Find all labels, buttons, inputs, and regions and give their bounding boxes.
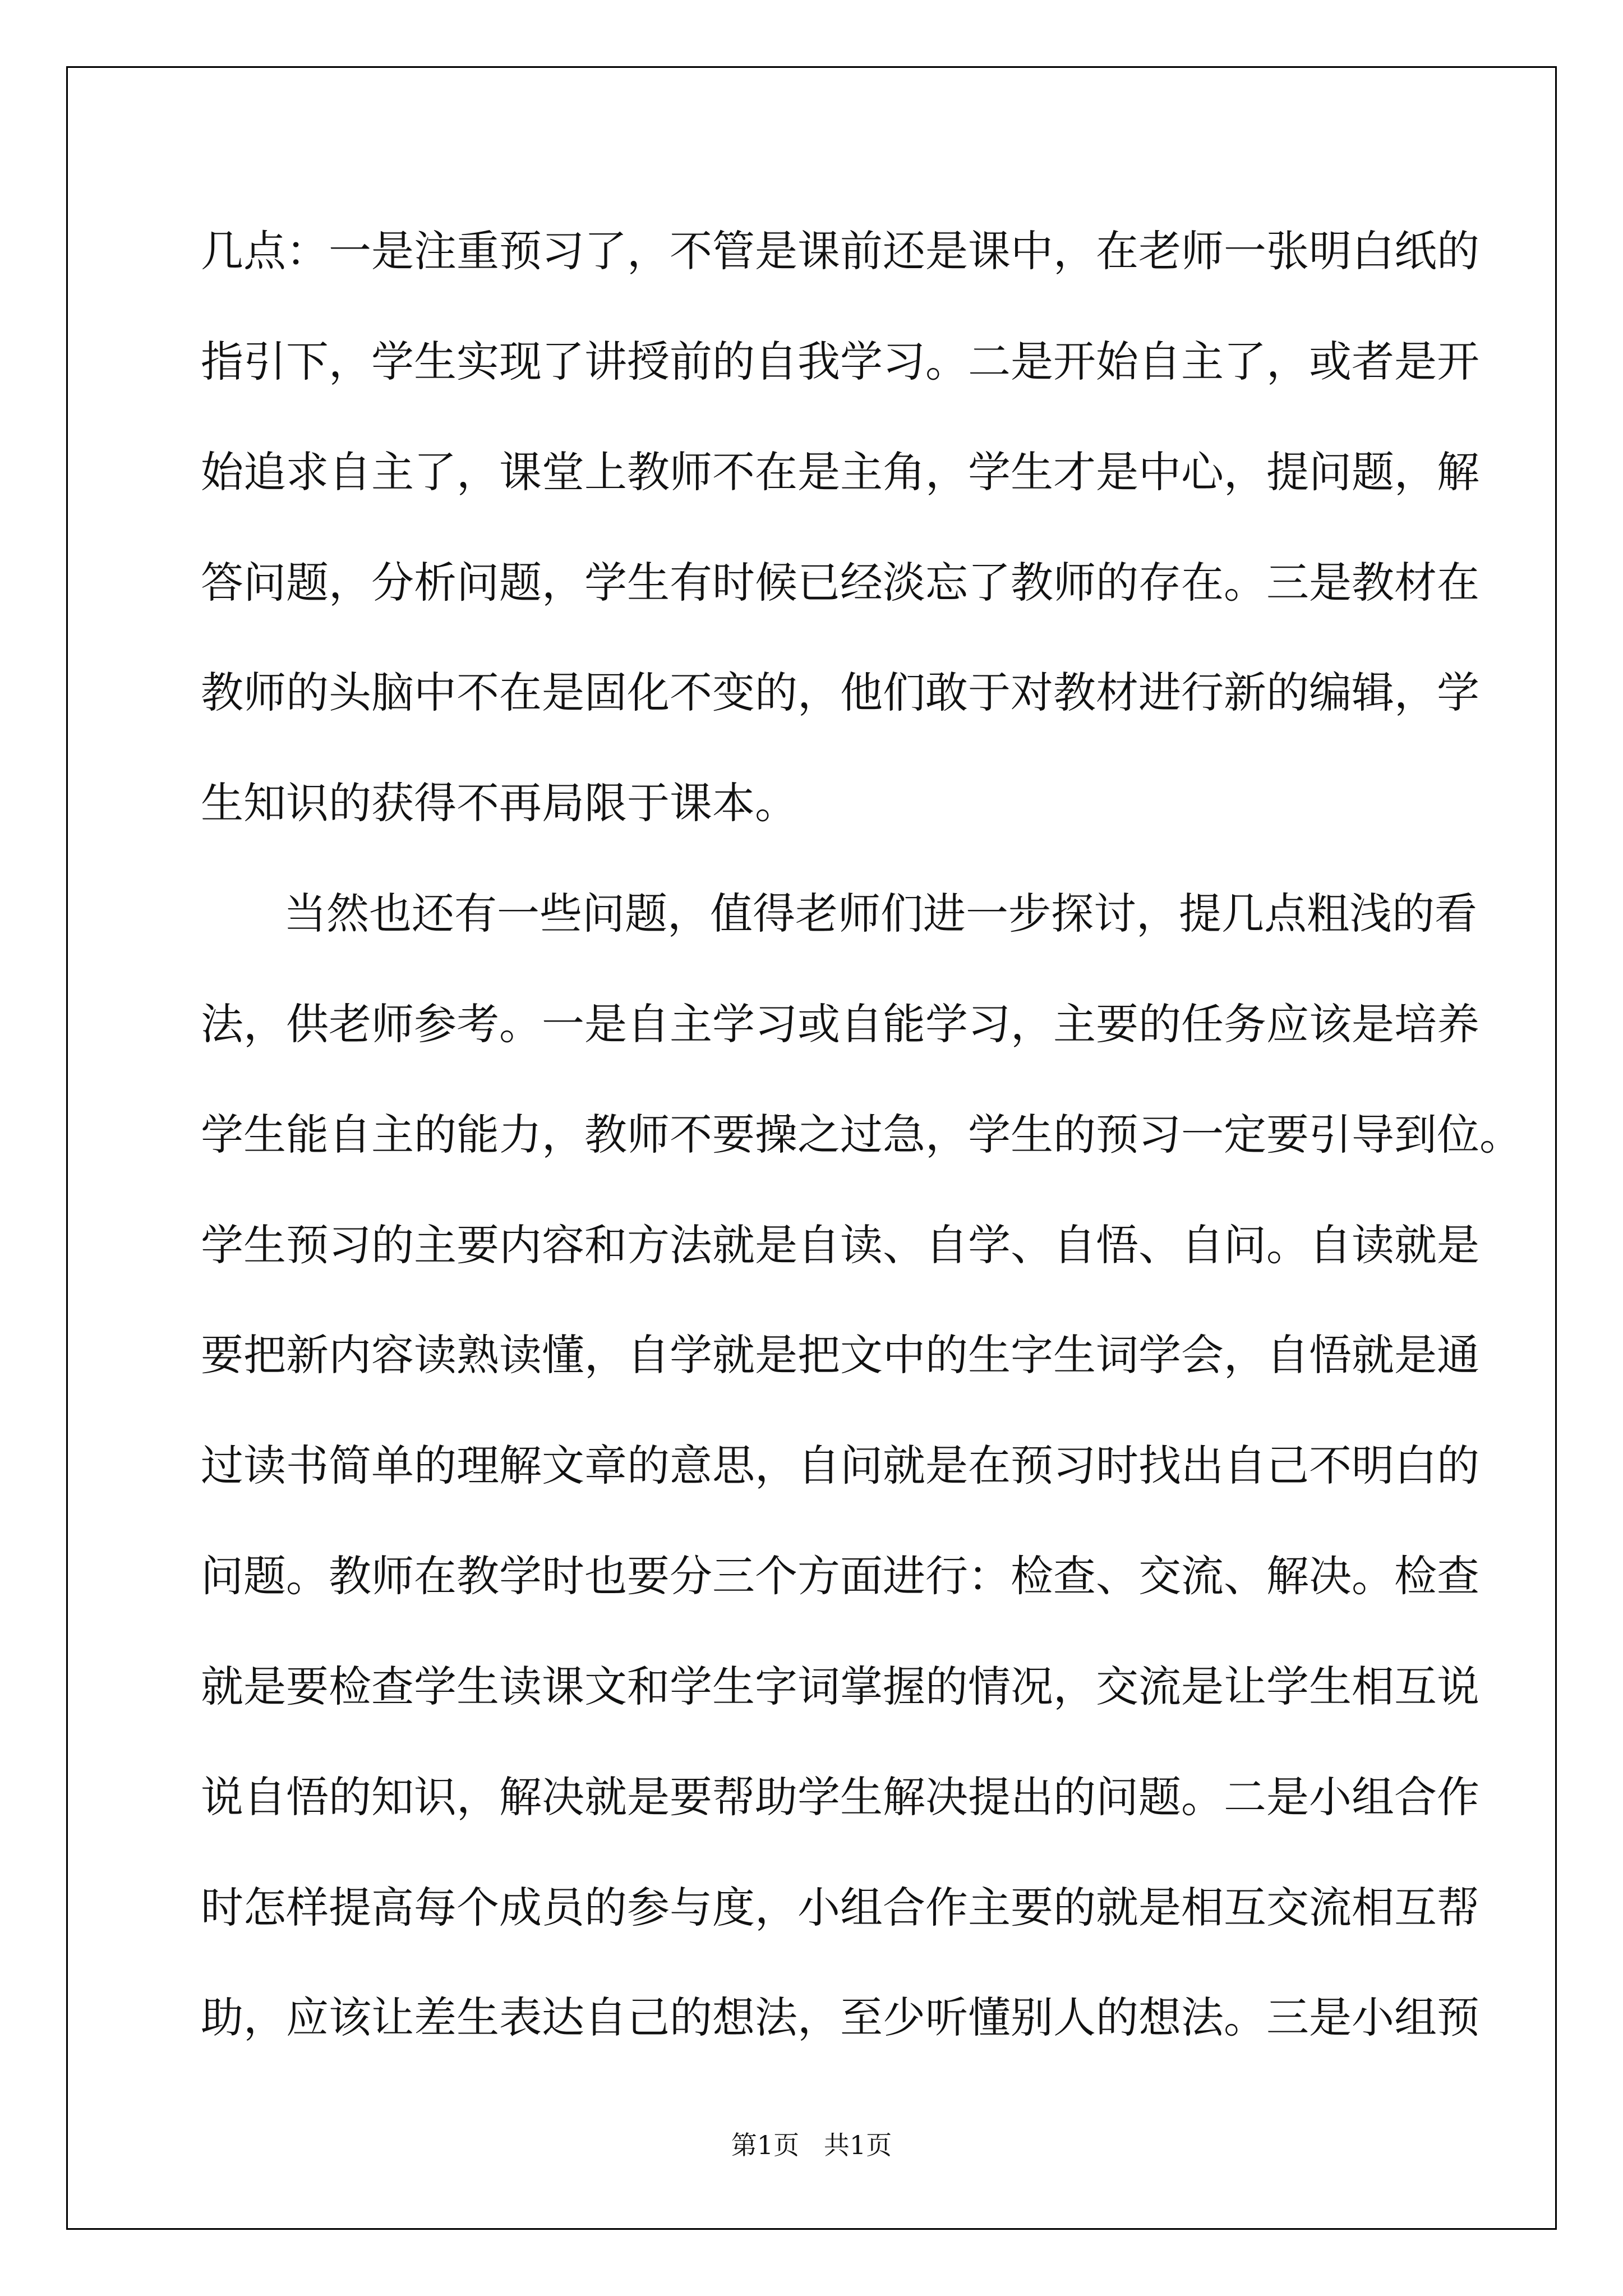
- text-line: 始追求自主了，课堂上教师不在是主角，学生才是中心，提问题，解: [201, 447, 1479, 497]
- text-line: 教师的头脑中不在是固化不变的，他们敢于对教材进行新的编辑，学: [201, 668, 1479, 717]
- paragraph-start-line: 当然也还有一些问题，值得老师们进一步探讨，提几点粗浅的看: [284, 889, 1477, 938]
- text-line: 就是要检查学生读课文和学生字词掌握的情况，交流是让学生相互说: [201, 1662, 1479, 1711]
- text-line: 助，应该让差生表达自己的想法，至少听懂别人的想法。三是小组预: [201, 1993, 1479, 2042]
- text-line: 时怎样提高每个成员的参与度，小组合作主要的就是相互交流相互帮: [201, 1883, 1479, 1932]
- page-footer: [0, 2131, 1623, 2159]
- text-line: 生知识的获得不再局限于课本。: [201, 778, 797, 828]
- text-line: 要把新内容读熟读懂，自学就是把文中的生字生词学会，自悟就是通: [201, 1330, 1479, 1380]
- text-line: 学生能自主的能力，教师不要操之过急，学生的预习一定要引导到位。: [201, 1110, 1522, 1159]
- text-line: 学生预习的主要内容和方法就是自读、自学、自悟、自问。自读就是: [201, 1220, 1479, 1270]
- text-line: 指引下，学生实现了讲授前的自我学习。二是开始自主了，或者是开: [201, 337, 1479, 386]
- text-line: 答问题，分析问题，学生有时候已经淡忘了教师的存在。三是教材在: [201, 558, 1479, 608]
- text-line: 过读书简单的理解文章的意思，自问就是在预习时找出自己不明白的: [201, 1441, 1479, 1490]
- text-line: 问题。教师在教学时也要分三个方面进行：检查、交流、解决。检查: [201, 1551, 1479, 1601]
- text-line: 法，供老师参考。一是自主学习或自能学习，主要的任务应该是培养: [201, 999, 1479, 1049]
- page-number-indicator: 第1页 共1页: [731, 2130, 892, 2160]
- text-line: 说自悟的知识，解决就是要帮助学生解决提出的问题。二是小组合作: [201, 1772, 1479, 1822]
- text-line: 几点：一是注重预习了，不管是课前还是课中，在老师一张明白纸的: [201, 226, 1479, 276]
